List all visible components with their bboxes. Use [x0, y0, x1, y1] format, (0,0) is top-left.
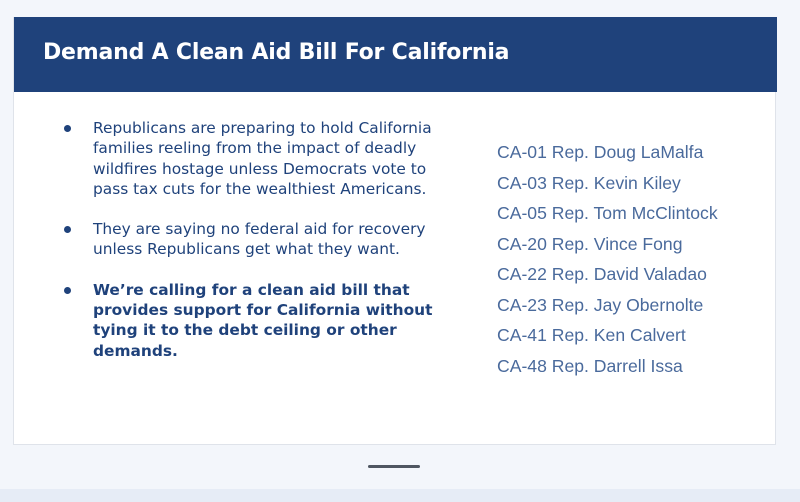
- representative-item: CA-01 Rep. Doug LaMalfa: [497, 142, 704, 162]
- representative-item: CA-23 Rep. Jay Obernolte: [497, 294, 704, 315]
- bullet-dot-icon: [64, 226, 71, 233]
- slide: [13, 17, 776, 445]
- representative-item: CA-05 Rep. Tom McClintock: [497, 203, 718, 223]
- bullet-item: [64, 219, 444, 260]
- bullet-dot-icon: [64, 287, 71, 294]
- representative-item: CA-20 Rep. Vince Fong: [497, 233, 683, 254]
- representative-item: CA-22 Rep. David Valadao: [497, 264, 707, 284]
- representative-item: CA-03 Rep. Kevin Kiley: [497, 172, 681, 193]
- representative-item: CA-41 Rep. Ken Calvert: [497, 325, 686, 345]
- slide-header: [14, 17, 777, 92]
- bottom-band: [0, 489, 800, 502]
- bullet-list: [64, 118, 444, 381]
- slide-title: Demand A Clean Aid Bill For California: [43, 40, 510, 65]
- representative-list: [497, 137, 767, 381]
- bullet-dot-icon: [64, 125, 71, 132]
- bullet-text: We’re calling for a clean aid bill that provides support for California without tying it to the debt ceiling or other demands.: [93, 280, 433, 360]
- representative-item: CA-48 Rep. Darrell Issa: [497, 355, 683, 376]
- bullet-text: They are saying no federal aid for recovery unless Republicans get what they want.: [93, 220, 426, 259]
- bullet-item: [64, 118, 444, 199]
- bullet-item-emphasis: [64, 280, 444, 361]
- slide-scroll-handle[interactable]: [368, 465, 420, 468]
- bullet-text: Republicans are preparing to hold California families reeling from the impact of deadly wildfires hostage unless Democrats vote to pass tax cuts for the wealthiest Americans.: [93, 119, 432, 198]
